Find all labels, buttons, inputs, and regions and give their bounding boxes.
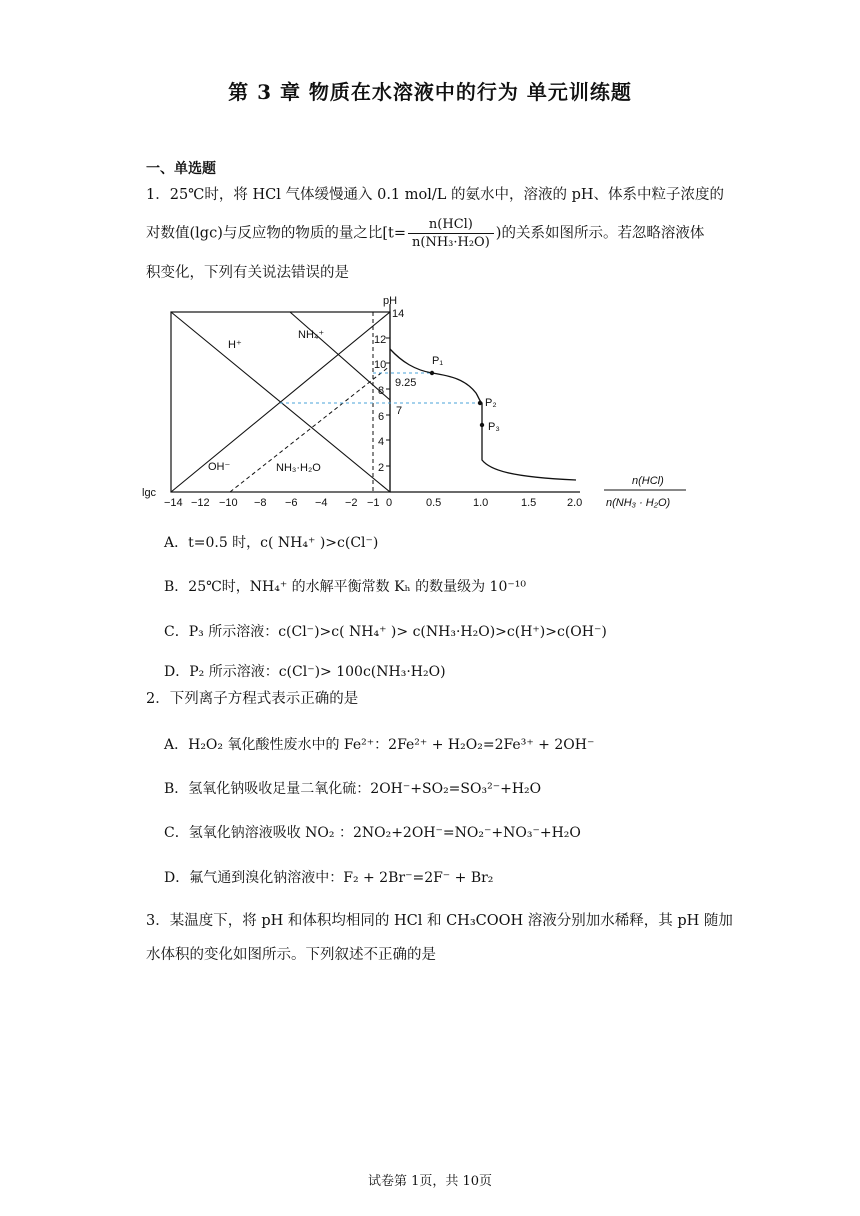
page-title: 第 3 章 物质在水溶液中的行为 单元训练题 [228, 80, 632, 104]
point-p1 [430, 371, 434, 375]
t-fraction-numerator: n(HCl) [408, 218, 494, 234]
label-925: 9.25 [395, 377, 417, 389]
q1-line1: 1．25℃时，将 HCl 气体缓慢通入 0.1 mol/L 的氨水中，溶液的 pH、体系中粒子浓度的 [146, 187, 725, 203]
q1-line3: 积变化，下列有关说法错误的是 [146, 265, 349, 281]
q2-option-a[interactable]: A．H₂O₂ 氧化酸性废水中的 Fe²⁺：2Fe²⁺ + H₂O₂=2Fe³⁺ + 2OH⁻ [164, 737, 595, 753]
section-heading: 一、单选题 [146, 161, 216, 177]
ratio-tick-0: 0 [386, 497, 393, 509]
ratio-tick-10: 1.0 [473, 497, 489, 509]
point-p3 [480, 423, 484, 427]
ph-tick-14: 14 [392, 308, 405, 320]
q1-option-d[interactable]: D．P₂ 所示溶液：c(Cl⁻)> 100c(NH₃·H₂O) [164, 664, 446, 680]
titration-curve [390, 349, 576, 480]
ratio-label-numerator: n(HCl) [632, 475, 664, 487]
label-nh4: NH₄⁺ [298, 329, 325, 341]
q3-line1: 3．某温度下，将 pH 和体积均相同的 HCl 和 CH₃COOH 溶液分别加水稀释，其 pH 随加 [146, 913, 733, 929]
lgc-label: lgc [142, 487, 157, 499]
label-h-ion: H⁺ [228, 339, 242, 351]
lgc-tick-m8: −8 [254, 497, 267, 509]
q1-line2 [146, 218, 704, 249]
page-footer: 试卷第 1页，共 10页 [367, 1174, 493, 1189]
t-fraction-denominator: n(NH₃·H₂O) [412, 235, 490, 250]
q1-option-c[interactable]: C．P₃ 所示溶液：c(Cl⁻)>c( NH₄⁺ )> c(NH₃·H₂O)>c(H⁺)>c(OH⁻) [164, 624, 607, 640]
lgc-tick-m4: −4 [315, 497, 328, 509]
ph-tick-12: 12 [374, 334, 387, 346]
label-p2: P₂ [485, 397, 497, 409]
ratio-tick-20: 2.0 [567, 497, 583, 509]
t-fraction [408, 218, 494, 249]
q1-option-b[interactable]: B．25℃时，NH₄⁺ 的水解平衡常数 Kₕ 的数量级为 10⁻¹⁰ [164, 579, 526, 595]
lgc-tick-m1: −1 [367, 497, 380, 509]
ph-tick-10: 10 [374, 359, 387, 371]
ph-tick-4: 4 [378, 436, 385, 448]
ph-axis-label: pH [383, 295, 398, 307]
q3-line2: 水体积的变化如图所示。下列叙述不正确的是 [146, 947, 436, 963]
lgc-tick-m14: −14 [164, 497, 183, 509]
q2-stem: 2．下列离子方程式表示正确的是 [146, 691, 359, 707]
ratio-tick-05: 0.5 [426, 497, 442, 509]
nh4-line [290, 312, 390, 400]
lgc-tick-m6: −6 [285, 497, 298, 509]
ph-tick-6: 6 [378, 411, 385, 423]
label-7: 7 [396, 405, 403, 417]
label-nh3-h2o: NH₃·H₂O [276, 462, 321, 474]
q1-line2-start: 对数值(lgc)与反应物的物质的量之比[t= [146, 225, 406, 242]
lgc-tick-m2: −2 [345, 497, 358, 509]
q1-option-a[interactable]: A．t=0.5 时，c( NH₄⁺ )>c(Cl⁻) [164, 535, 379, 551]
q2-option-c[interactable]: C．氢氧化钠溶液吸收 NO₂ ：2NO₂+2OH⁻=NO₂⁻+NO₃⁻+H₂O [164, 825, 581, 841]
q1-line2-end: )的关系如图所示。若忽略溶液体 [495, 225, 705, 242]
point-p2 [478, 401, 482, 405]
lgc-tick-m10: −10 [219, 497, 238, 509]
ph-titration-figure [140, 292, 700, 517]
ph-tick-2: 2 [378, 462, 385, 474]
label-p3: P₃ [488, 421, 500, 433]
label-p1: P₁ [432, 355, 444, 367]
q2-option-b[interactable]: B．氢氧化钠吸收足量二氧化硫：2OH⁻+SO₂=SO₃²⁻+H₂O [164, 781, 542, 797]
q2-option-d[interactable]: D．氟气通到溴化钠溶液中：F₂ + 2Br⁻=2F⁻ + Br₂ [164, 870, 494, 886]
ph-tick-8: 8 [378, 385, 385, 397]
lgc-tick-m12: −12 [191, 497, 210, 509]
ratio-tick-15: 1.5 [521, 497, 537, 509]
ratio-label-denominator: n(NH₃ · H₂O) [606, 497, 671, 509]
label-oh: OH⁻ [208, 461, 231, 473]
